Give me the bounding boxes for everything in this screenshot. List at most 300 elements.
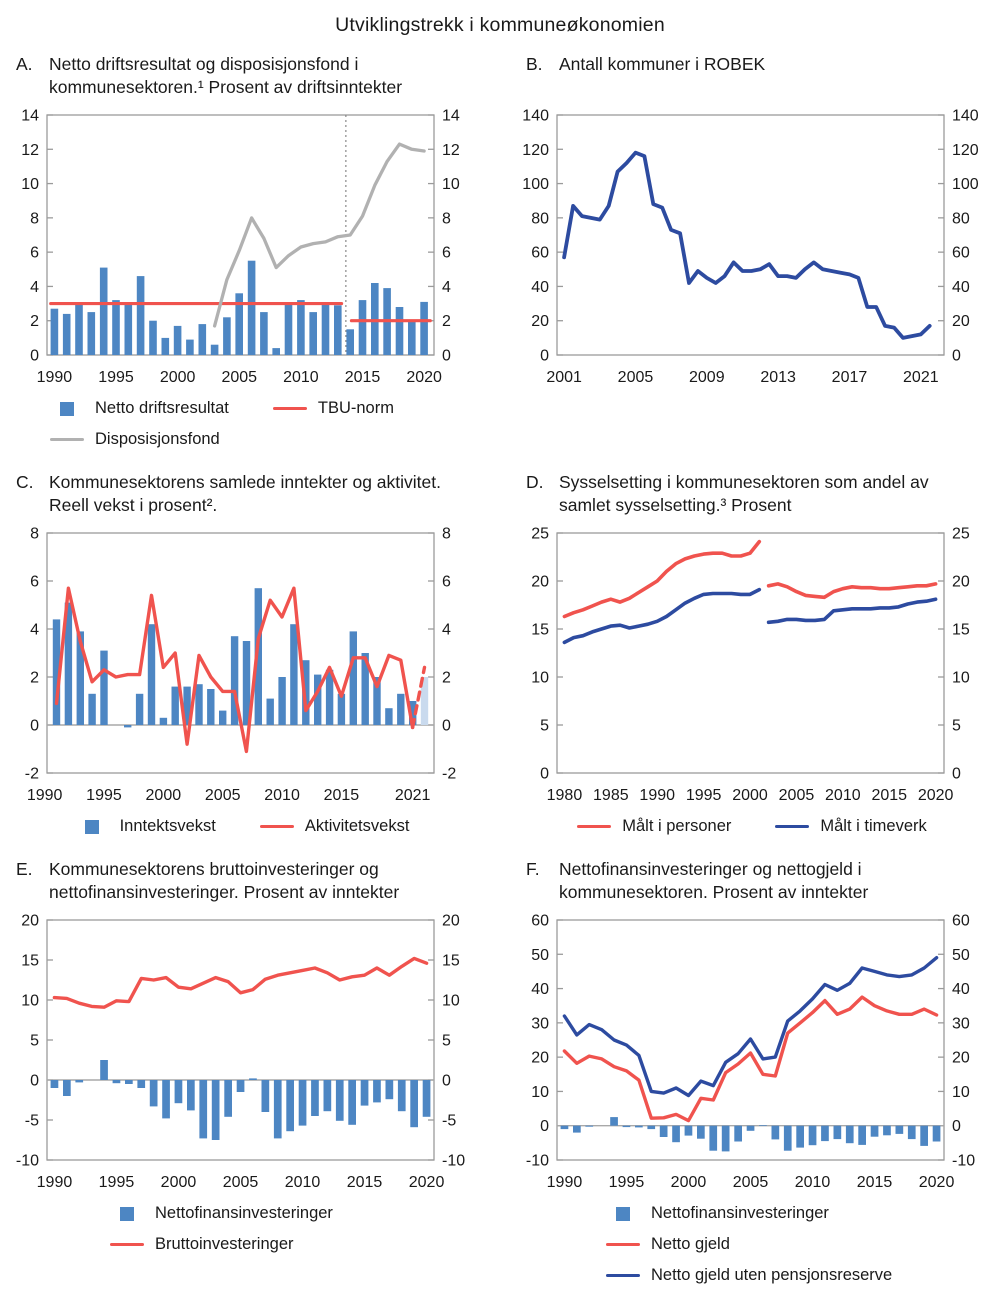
x-tick-label: 2005 — [732, 1174, 769, 1191]
legend-label: Inntektsvekst — [119, 817, 216, 835]
bar — [423, 1080, 431, 1117]
chart-bruttoinvesteringer — [10, 912, 470, 1198]
y-axis — [531, 526, 970, 783]
bar — [784, 1126, 792, 1151]
x-tick-label: 2021 — [394, 787, 431, 804]
legend-label: Netto gjeld — [651, 1235, 730, 1253]
bar — [796, 1126, 804, 1148]
bar — [75, 1080, 83, 1082]
x-axis — [547, 1174, 955, 1191]
bar — [162, 1080, 170, 1118]
x-tick-label: 2005 — [221, 369, 258, 386]
legend-row — [10, 817, 474, 836]
y-tick-label: 10 — [952, 669, 970, 687]
x-tick-label: 1995 — [98, 369, 134, 386]
x-tick-label: 2000 — [732, 787, 768, 804]
legend-item — [273, 399, 394, 418]
panel-f-heading — [526, 858, 978, 908]
y-tick-label: 5 — [952, 717, 961, 735]
legend-label: Nettofinansinvesteringer — [651, 1204, 829, 1222]
legend-row — [606, 1266, 984, 1285]
y-tick-label: 20 — [21, 912, 39, 930]
bar — [290, 624, 297, 725]
legend-label: TBU-norm — [317, 399, 394, 417]
y-tick-label: 8 — [30, 210, 39, 228]
bar — [148, 624, 155, 725]
bar — [336, 1080, 344, 1121]
bar — [88, 694, 95, 725]
legend-row — [110, 1235, 474, 1254]
y-tick-label: -5 — [442, 1112, 457, 1130]
y-tick-label: 20 — [531, 313, 549, 331]
bar — [561, 1126, 569, 1129]
y-tick-label: 60 — [952, 912, 970, 930]
y-tick-label: -10 — [15, 1152, 39, 1170]
y-tick-label: 30 — [952, 1015, 970, 1033]
panel-c-letter: C. — [16, 472, 34, 492]
y-tick-label: 4 — [442, 621, 451, 639]
panel-c — [10, 471, 474, 848]
y-tick-label: 50 — [952, 946, 970, 964]
line-series — [564, 590, 759, 643]
x-tick-label: 2010 — [825, 787, 861, 804]
bar — [821, 1126, 829, 1141]
x-tick-label: 2005 — [222, 1174, 259, 1191]
legend-row — [520, 817, 984, 836]
bar — [386, 1080, 394, 1099]
bar — [334, 305, 342, 355]
bar — [809, 1126, 817, 1146]
bar — [186, 340, 194, 355]
legend-swatch-column — [606, 1207, 640, 1221]
legend-square-swatch — [120, 1207, 134, 1221]
panel-a-heading — [16, 53, 468, 103]
chart-sysselsetting — [520, 525, 980, 811]
y-tick-label: 15 — [442, 952, 460, 970]
x-tick-label: 2021 — [903, 369, 939, 386]
bar — [199, 1080, 207, 1138]
legend-line-swatch — [260, 825, 294, 829]
y-tick-label: 0 — [30, 1072, 39, 1090]
y-tick-label: 6 — [30, 244, 39, 262]
bar — [175, 1080, 183, 1103]
x-tick-label: 1995 — [685, 787, 722, 804]
y-tick-label: 10 — [952, 1083, 970, 1101]
legend-row — [50, 399, 474, 418]
y-tick-label: 10 — [531, 1083, 549, 1101]
panel-e-title: Kommunesektorens bruttoinvesteringer og nettofinansinvesteringer. Prosent av inntekter — [49, 859, 400, 903]
legend-item — [577, 817, 731, 836]
y-tick-label: 10 — [442, 992, 460, 1010]
bar — [136, 694, 143, 725]
y-tick-label: 20 — [952, 313, 970, 331]
bar — [920, 1126, 928, 1146]
y-tick-label: 20 — [531, 573, 549, 591]
legend-d — [520, 817, 984, 836]
legend-swatch-column — [50, 438, 84, 442]
y-tick-label: 4 — [30, 278, 39, 296]
x-tick-label: 2015 — [856, 1174, 893, 1191]
line-series — [564, 542, 759, 617]
x-axis — [37, 369, 442, 386]
panel-d-heading — [526, 471, 978, 521]
bar — [274, 1080, 282, 1138]
bar — [311, 1080, 319, 1116]
x-axis — [546, 369, 938, 386]
bar — [249, 1078, 257, 1080]
legend-swatch-column — [110, 1243, 144, 1247]
x-tick-label: 2000 — [670, 1174, 707, 1191]
bar — [672, 1126, 680, 1143]
legend-item — [75, 817, 216, 836]
y-tick-label: 50 — [531, 946, 549, 964]
y-tick-label: -2 — [24, 765, 39, 783]
x-tick-label: 2010 — [794, 1174, 831, 1191]
y-tick-label: 0 — [30, 717, 39, 735]
bar — [314, 675, 321, 725]
bar — [285, 304, 293, 355]
x-tick-label: 1985 — [593, 787, 629, 804]
legend-swatch-column — [606, 1243, 640, 1247]
panel-f-title: Nettofinansinvesteringer og nettogjeld i kommunesektoren. Prosent av inntekter — [559, 859, 869, 903]
y-tick-label: 5 — [442, 1032, 451, 1050]
panel-a-title: Netto driftsresultat og disposisjonsfond i kommunesektoren.¹ Prosent av driftsinntekter — [49, 54, 403, 98]
bar — [410, 1080, 418, 1127]
x-tick-label: 1995 — [98, 1174, 135, 1191]
y-tick-label: 6 — [30, 573, 39, 591]
y-tick-label: 20 — [531, 1049, 549, 1067]
bar — [100, 1060, 108, 1080]
x-tick-label: 2015 — [344, 369, 381, 386]
bar — [324, 1080, 332, 1111]
bar — [350, 631, 357, 725]
legend-label: Målt i timeverk — [820, 817, 927, 835]
x-tick-label: 1990 — [546, 1174, 583, 1191]
y-axis — [16, 913, 465, 1170]
y-tick-label: 25 — [531, 525, 549, 543]
plot-frame — [557, 533, 944, 773]
bar — [359, 300, 367, 355]
bar — [162, 338, 170, 355]
x-tick-label: 1980 — [546, 787, 583, 804]
y-tick-label: 120 — [952, 141, 979, 159]
y-tick-label: 60 — [531, 912, 549, 930]
y-tick-label: 30 — [531, 1015, 549, 1033]
legend-line-swatch — [606, 1243, 640, 1247]
bar — [278, 677, 285, 725]
bar — [75, 304, 83, 355]
panel-f — [520, 858, 984, 1297]
x-tick-label: 2009 — [689, 369, 725, 386]
panel-c-title: Kommunesektorens samlede inntekter og aktivitet. Reell vekst i prosent². — [49, 472, 441, 516]
bar — [224, 1080, 232, 1117]
panel-b — [520, 53, 984, 461]
bar — [113, 1080, 121, 1083]
bar-series — [51, 261, 428, 355]
legend-a — [50, 399, 474, 449]
x-tick-label: 1990 — [36, 369, 73, 386]
legend-line-swatch — [50, 438, 84, 442]
y-tick-label: 80 — [952, 210, 970, 228]
y-tick-label: 0 — [952, 765, 961, 783]
y-tick-label: 40 — [952, 981, 970, 999]
bar — [338, 694, 345, 725]
y-tick-label: 14 — [442, 107, 460, 125]
y-tick-label: 20 — [952, 1049, 970, 1067]
y-tick-label: 2 — [30, 313, 39, 331]
y-tick-label: -2 — [442, 765, 457, 783]
bar — [908, 1126, 916, 1139]
legend-label: Aktivitetsvekst — [304, 817, 410, 835]
x-tick-label: 2010 — [264, 787, 300, 804]
y-tick-label: 40 — [531, 278, 549, 296]
bar — [51, 309, 59, 355]
bar — [160, 718, 167, 725]
bar — [137, 1080, 145, 1088]
bar — [585, 1126, 593, 1127]
panel-a-letter: A. — [16, 54, 33, 74]
line-series — [564, 153, 930, 338]
bar — [248, 261, 256, 355]
y-tick-label: 8 — [442, 210, 451, 228]
legend-swatch-column — [606, 1274, 640, 1278]
y-tick-label: 0 — [540, 1118, 549, 1136]
y-tick-label: -10 — [442, 1152, 466, 1170]
legend-swatch-column — [273, 407, 307, 411]
bar — [299, 1080, 307, 1126]
x-axis — [547, 787, 954, 804]
y-tick-label: 20 — [442, 912, 460, 930]
legend-line-swatch — [273, 407, 307, 411]
y-axis — [522, 108, 979, 365]
bar — [348, 1080, 356, 1125]
bar — [219, 711, 226, 725]
panel-d-letter: D. — [526, 472, 544, 492]
y-tick-label: 80 — [531, 210, 549, 228]
bar — [322, 304, 330, 355]
legend-label: Netto driftsresultat — [95, 399, 229, 417]
bar — [286, 1080, 294, 1131]
x-tick-label: 2000 — [145, 787, 182, 804]
legend-label: Nettofinansinvesteringer — [155, 1204, 333, 1222]
y-tick-label: 0 — [442, 717, 451, 735]
bar — [211, 345, 219, 355]
legend-swatch-column — [110, 1207, 144, 1221]
legend-line-swatch — [606, 1274, 640, 1278]
x-tick-label: 2015 — [323, 787, 360, 804]
y-axis — [25, 526, 457, 783]
bar — [385, 708, 392, 725]
legend-item — [606, 1204, 829, 1223]
y-tick-label: 120 — [522, 141, 549, 159]
x-axis — [27, 787, 431, 804]
legend-label: Netto gjeld uten pensjonsreserve — [651, 1266, 893, 1284]
line-series — [215, 144, 425, 326]
legend-swatch-column — [75, 820, 109, 834]
legend-square-swatch — [60, 402, 74, 416]
bar — [63, 1080, 71, 1096]
bar — [100, 651, 107, 725]
panel-d-title: Sysselsetting i kommunesektoren som andel av samlet sysselsetting.³ Prosent — [559, 472, 929, 516]
panel-e-heading — [16, 858, 468, 908]
legend-line-swatch — [577, 825, 611, 829]
bar — [371, 283, 379, 355]
x-tick-label: 2010 — [284, 1174, 321, 1191]
legend-label: Bruttoinvesteringer — [155, 1235, 294, 1253]
bar — [237, 1080, 245, 1092]
y-tick-label: 10 — [442, 176, 460, 194]
x-tick-label: 2017 — [831, 369, 868, 386]
x-tick-label: 2000 — [160, 1174, 197, 1191]
bar — [125, 1080, 133, 1084]
bar — [88, 312, 96, 355]
y-tick-label: 12 — [442, 141, 460, 159]
bar — [623, 1126, 631, 1127]
panel-b-letter: B. — [526, 54, 543, 74]
bar-series — [51, 1060, 431, 1140]
bar — [262, 1080, 270, 1112]
y-tick-label: 60 — [952, 244, 970, 262]
bar — [309, 312, 317, 355]
x-tick-label: 1990 — [639, 787, 676, 804]
bar — [260, 312, 268, 355]
y-tick-label: 15 — [952, 621, 970, 639]
y-tick-label: 60 — [531, 244, 549, 262]
bar — [871, 1126, 879, 1137]
bar — [635, 1126, 643, 1128]
legend-row — [50, 430, 474, 449]
bar — [759, 1125, 767, 1126]
bar — [647, 1126, 655, 1129]
bar — [722, 1126, 730, 1152]
bar — [772, 1126, 780, 1140]
bar — [137, 276, 145, 355]
bar — [398, 1080, 406, 1111]
bar — [397, 694, 404, 725]
legend-row — [606, 1204, 984, 1223]
line-series — [769, 599, 936, 622]
legend-item — [50, 430, 220, 449]
bar — [933, 1126, 941, 1142]
panels-grid — [0, 47, 1000, 1297]
bar — [660, 1126, 668, 1137]
y-tick-label: 2 — [442, 669, 451, 687]
plot-frame — [47, 920, 434, 1160]
x-tick-label: 2020 — [408, 1174, 445, 1191]
y-tick-label: 0 — [442, 347, 451, 365]
bar — [346, 329, 354, 355]
figure-title: Utviklingstrekk i kommuneøkonomien — [335, 14, 665, 36]
bar — [112, 300, 120, 355]
bar — [858, 1126, 866, 1145]
figure — [0, 14, 1000, 1297]
bar — [408, 321, 416, 355]
legend-item — [50, 399, 229, 418]
legend-c — [10, 817, 474, 836]
bar — [187, 1080, 195, 1110]
panel-d — [520, 471, 984, 848]
y-tick-label: 15 — [21, 952, 39, 970]
bar — [267, 699, 274, 725]
legend-label: Disposisjonsfond — [95, 430, 220, 448]
legend-f — [606, 1204, 984, 1285]
x-axis — [37, 1174, 445, 1191]
bar — [174, 326, 182, 355]
y-tick-label: 5 — [540, 717, 549, 735]
x-tick-label: 2015 — [346, 1174, 383, 1191]
bar — [272, 348, 280, 355]
panel-c-heading — [16, 471, 468, 521]
bar-series — [561, 1117, 941, 1151]
x-tick-label: 2020 — [917, 787, 954, 804]
bar — [195, 684, 202, 725]
y-tick-label: 8 — [442, 525, 451, 543]
x-tick-label: 2013 — [760, 369, 796, 386]
bar — [124, 725, 131, 727]
bar — [573, 1126, 581, 1133]
y-tick-label: 5 — [30, 1032, 39, 1050]
legend-e — [110, 1204, 474, 1254]
bar — [396, 307, 404, 355]
bar — [125, 304, 133, 355]
y-tick-label: 0 — [442, 1072, 451, 1090]
bar — [846, 1126, 854, 1144]
legend-swatch-column — [260, 825, 294, 829]
y-tick-label: 140 — [522, 107, 549, 125]
x-tick-label: 2020 — [406, 369, 442, 386]
bar — [747, 1126, 755, 1131]
y-tick-label: 100 — [522, 176, 549, 194]
y-tick-label: 4 — [30, 621, 39, 639]
bar — [610, 1117, 618, 1126]
y-tick-label: 20 — [952, 573, 970, 591]
x-tick-label: 1990 — [26, 787, 63, 804]
line-series — [769, 584, 936, 597]
bar — [100, 268, 108, 355]
panel-e — [10, 858, 474, 1297]
legend-swatch-column — [775, 825, 809, 829]
panel-e-letter: E. — [16, 859, 33, 879]
legend-item — [606, 1266, 892, 1285]
chart-robek — [520, 107, 980, 393]
x-tick-label: 2005 — [204, 787, 241, 804]
bar — [63, 314, 71, 355]
legend-square-swatch — [85, 820, 99, 834]
line-series — [564, 958, 936, 1096]
legend-swatch-column — [50, 402, 84, 416]
y-tick-label: 140 — [952, 107, 979, 125]
x-tick-label: 1990 — [36, 1174, 73, 1191]
y-tick-label: 2 — [442, 313, 451, 331]
x-tick-label: 1995 — [86, 787, 122, 804]
x-tick-label: 2001 — [546, 369, 582, 386]
y-tick-label: -5 — [24, 1112, 39, 1130]
y-tick-label: 0 — [30, 347, 39, 365]
bar — [373, 1080, 381, 1102]
bar — [883, 1126, 891, 1136]
x-tick-label: 2005 — [617, 369, 654, 386]
legend-item — [110, 1235, 294, 1254]
y-tick-label: 0 — [952, 1118, 961, 1136]
bar — [420, 302, 428, 355]
bar — [685, 1126, 693, 1136]
legend-row — [606, 1235, 984, 1254]
x-tick-label: 2005 — [778, 787, 815, 804]
bar — [51, 1080, 59, 1088]
bar — [212, 1080, 220, 1140]
bar — [150, 1080, 158, 1106]
legend-row — [110, 1204, 474, 1223]
